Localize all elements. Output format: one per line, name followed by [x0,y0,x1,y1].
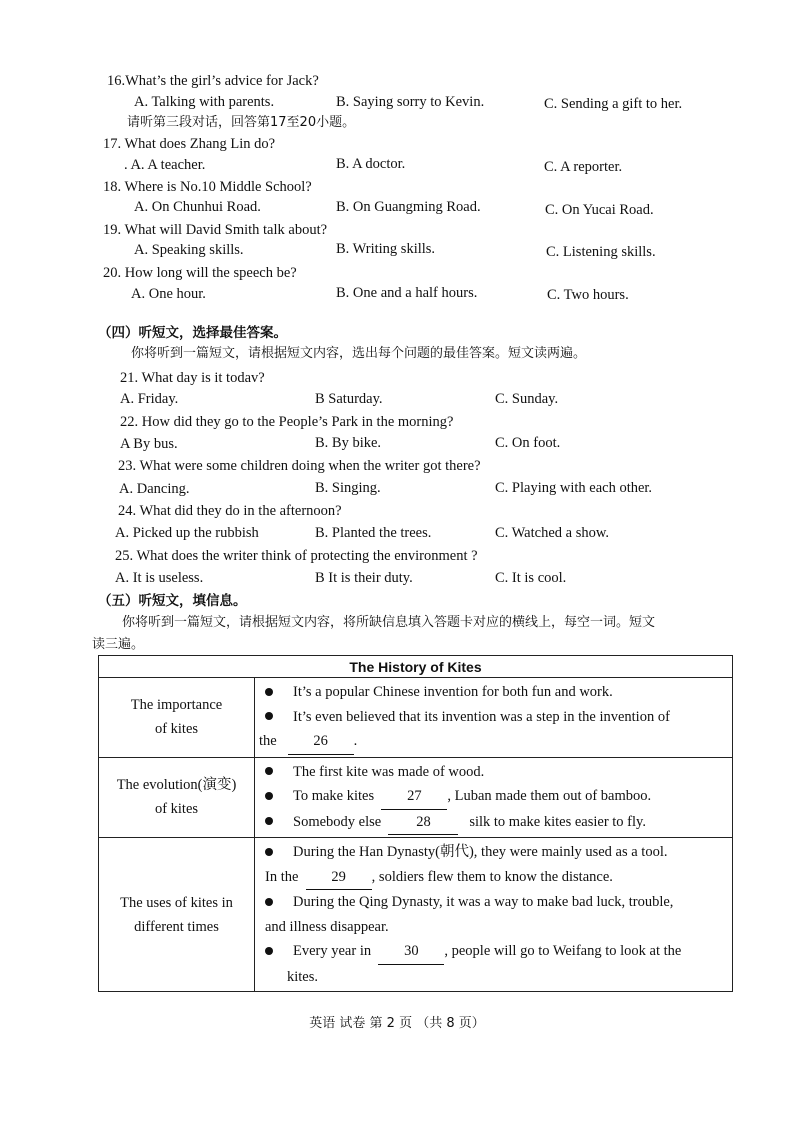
bullet-item [265,939,728,965]
label-line: different times [134,918,219,935]
option-22b: B. By bike. [315,435,382,451]
option-25b: B It is their duty. [315,570,413,586]
option-19a: A. Speaking skills. [134,242,244,258]
option-22c: C. On foot. [495,435,561,451]
bullet-text: During the Qing Dynasty, it was a way to make bad luck, trouble, [293,894,674,910]
option-18b: B. On Guangming Road. [336,199,481,215]
section5-instruction-cont: 读三遍。 [92,637,145,652]
question-16: 16.What’s the girl’s advice for Jack? [107,73,319,89]
option-18a: A. On Chunhui Road. [134,199,261,215]
text: silk to make kites easier to fly. [469,813,646,830]
evolution-content [255,757,733,838]
text: , people will go to Weifang to look at the [444,943,682,959]
bullet-icon [265,712,273,720]
section4-title: （四）听短文，选择最佳答案。 [98,325,287,341]
bullet-icon [265,817,273,825]
answer-blank-28[interactable]: 28 [388,810,458,836]
bullet-item [265,890,728,915]
bullet-continuation: and illness disappear. [265,918,389,935]
bullet-icon [265,947,273,955]
bullet-text: It’s a popular Chinese invention for both fun and work. [293,684,613,700]
bullet-icon [265,688,273,696]
bullet-item [265,760,728,785]
bullet-text: During the Han Dynasty(朝代), they were mainly used as a tool. [293,844,668,860]
option-20c: C. Two hours. [547,287,629,303]
option-22a: A By bus. [120,436,178,452]
label-line: of kites [154,801,199,818]
option-20a: A. One hour. [131,286,206,302]
bullet-text: It’s even believed that its invention was a step in the invention of [293,708,670,725]
answer-blank-26[interactable]: 26 [288,729,354,755]
bullet-continuation: kites. [287,968,319,985]
answer-blank-27[interactable]: 27 [381,784,447,810]
option-24a: A. Picked up the rubbish [115,525,259,541]
bullet-text: The first kite was made of wood. [293,763,485,780]
option-23c: C. Playing with each other. [495,480,653,496]
row-label-uses [99,838,255,992]
importance-content [255,678,733,758]
option-19c: C. Listening skills. [546,244,656,260]
label-line: of kites [154,721,199,738]
option-19b: B. Writing skills. [336,241,436,257]
bullet-item [265,784,728,810]
option-16b: B. Saying sorry to Kevin. [336,94,485,110]
option-24b: B. Planted the trees. [315,525,432,541]
bullet-item [265,840,728,865]
row-label-importance [99,678,255,758]
bullet-icon [265,792,273,800]
page-footer: 英语 试卷 第 2 页 （共 8 页） [309,1016,485,1031]
question-21: 21. What day is it todav? [120,370,265,386]
bullet-icon [265,898,273,906]
row-label-evolution [99,757,255,838]
bullet-continuation [265,865,728,891]
text: , Luban made them out of bamboo. [447,788,652,804]
text: Every year in [293,943,372,959]
bullet-item [265,705,728,730]
bullet-item [265,810,728,836]
uses-content [255,838,733,992]
question-18: 18. Where is No.10 Middle School? [103,179,312,195]
text: , soldiers flew them to know the distance. [371,868,613,885]
answer-blank-30[interactable]: 30 [378,939,444,965]
text: the [259,733,277,749]
question-24: 24. What did they do in the afternoon? [118,503,342,519]
bullet-item [265,680,728,705]
text: To make kites [293,788,375,804]
bullet-icon [265,767,273,775]
question-22: 22. How did they go to the People’s Park in the morning? [120,414,454,430]
option-16c: C. Sending a gift to her. [544,96,683,112]
option-16a: A. Talking with parents. [134,94,275,110]
section5-instruction: 你将听到一篇短文，请根据短文内容，将所缺信息填入答题卡对应的横线上，每空一词。短文 [122,615,656,630]
option-23a: A. Dancing. [119,481,190,497]
section5-title: （五）听短文，填信息。 [98,593,247,609]
kites-history-table [98,655,733,992]
option-25a: A. It is useless. [115,570,204,586]
option-17b: B. A doctor. [336,156,406,172]
question-19: 19. What will David Smith talk about? [103,222,328,238]
text: Somebody else [293,813,382,830]
option-24c: C. Watched a show. [495,525,610,541]
label-line: The evolution(演变) [116,777,237,794]
label-line: The importance [130,697,223,714]
table-caption: The History of Kites [99,656,733,678]
instruction-dialog3: 请听第三段对话，回答第17至20小题。 [127,115,356,130]
label-line: The uses of kites in [120,894,233,911]
answer-blank-29[interactable]: 29 [306,865,372,891]
option-25c: C. It is cool. [495,570,567,586]
text: . [353,733,358,749]
bullet-continuation [259,729,728,755]
bullet-icon [265,848,273,856]
question-20: 20. How long will the speech be? [103,265,297,281]
option-21a: A. Friday. [120,391,179,407]
option-17a: . A. A teacher. [124,157,206,173]
section4-instruction: 你将听到一篇短文，请根据短文内容，选出每个问题的最佳答案。短文读两遍。 [131,346,587,361]
option-21b: B Saturday. [315,391,383,407]
question-25: 25. What does the writer think of protecting the environment ? [115,548,478,564]
question-23: 23. What were some children doing when the writer got there? [118,458,481,474]
option-17c: C. A reporter. [544,159,623,175]
option-20b: B. One and a half hours. [336,285,478,301]
option-21c: C. Sunday. [495,391,559,407]
text: In the [265,868,299,885]
question-17: 17. What does Zhang Lin do? [103,136,276,152]
option-18c: C. On Yucai Road. [545,202,654,218]
option-23b: B. Singing. [315,480,381,496]
